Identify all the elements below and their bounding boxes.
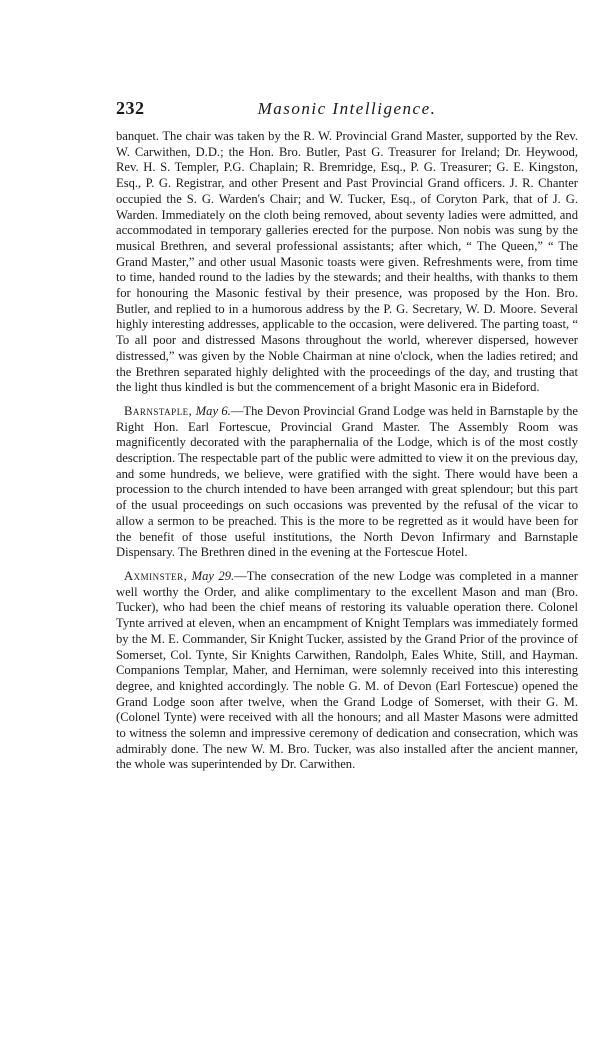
place-name: Barnstaple, bbox=[124, 403, 193, 418]
paragraph-barnstaple bbox=[116, 404, 578, 561]
paragraph-text: —The consecration of the new Lodge was completed in a manner well worthy the Order, and alike complimentary to the excellent Mason and man (Bro. Tucker), who had been the chief means of restoring its valuable operation there. Colonel Tynte arrived at eleven, when an encampment of Knight Templars was immediately formed by the M. E. Commander, Sir Knight Tucker, assisted by the Grand Prior of the province of Somerset, Col. Tynte, Sir Knights Carwithen, Randolph, Eales White, Still, and Hayman. Companions Templar, Maher, and Herniman, were solemnly received into this interesting degree, and knighted accordingly. The noble G. M. of Devon (Earl Fortescue) opened the Grand Lodge soon after twelve, when the Grand Lodge of Somerset, with their G. M. (Colonel Tynte) were received with all the honours; and all Master Masons were admitted to witness the solemn and impressive ceremony of dedication and consecration, which was admirably done. The new W. M. Bro. Tucker, was also installed after the ancient manner, the whole was superintended by Dr. Carwithen. bbox=[116, 568, 579, 772]
running-title: Masonic Intelligence. bbox=[257, 99, 437, 118]
place-name: Axminster, bbox=[124, 568, 188, 583]
paragraph-axminster bbox=[116, 569, 578, 773]
paragraph-text: —The Devon Provincial Grand Lodge was held in Barnstaple by the Right Hon. Earl Fortescue, Provincial Grand Master. The Assembly Room was magnificently decorated with the paraphernalia of the Lodge, which is of the most costly description. The respectable part of the public were admitted to view it on the previous day, and some hundreds, we believe, were gratified with the sight. There would have been a procession to the church intended to have been arranged with great splendour; but this part of the usual proceedings on such occasions was prevented by the refusal of the vicar to allow a sermon to be preached. This is the more to be regretted as it would have been for the benefit of those useful institutions, the North Devon Infirmary and Barnstaple Dispensary. The Brethren dined in the evening at the Fortescue Hotel. bbox=[116, 403, 578, 560]
page-header bbox=[116, 98, 578, 120]
paragraph-bideford-banquet bbox=[116, 129, 578, 396]
page-number: 232 bbox=[116, 98, 145, 118]
paragraph-text: banquet. The chair was taken by the R. W. Provincial Grand Master, supported by the Rev. W. Carwithen, D.D.; the Hon. Bro. Butler, Past G. Treasurer for Ireland; Dr. Heywood, Rev. H. S. Templer, P.G. Chaplain; R. Bremridge, Esq., P. G. Treasurer; G. E. Kingston, Esq., P. G. Registrar, and other Present and Past Provincial Grand officers. J. R. Chanter occupied the S. G. Warden's Chair; and W. Tucker, Esq., of Coryton Park, that of J. G. Warden. Immediately on the cloth being removed, about seventy ladies were admitted, and accommodated in temporary galleries erected for the purpose. Non nobis was sung by the musical Brethren, and several professional assistants; after which, “ The Queen,” “ The Grand Master,” and other usual Masonic toasts were given. Refreshments were, from time to time, handed round to the ladies by the stewards; and their healths, with thanks to them for honouring the Masonic festival by their presence, was proposed by the Hon. Bro. Butler, and replied to in a humorous address by the P. G. Secretary, W. D. Moore. Several highly interesting addresses, applicable to the occasion, were delivered. The parting toast, “ To all poor and distressed Masons throughout the world, wherever dispersed, however distressed,” was given by the Noble Chairman at nine o'clock, when the ladies retired; and the Brethren separated highly delighted with the proceedings of the day, and trusting that the light thus kindled is but the commencement of a bright Masonic era in Bideford. bbox=[116, 129, 578, 395]
article-body bbox=[116, 129, 578, 773]
date: May 29. bbox=[191, 568, 235, 583]
date: May 6. bbox=[195, 403, 231, 418]
